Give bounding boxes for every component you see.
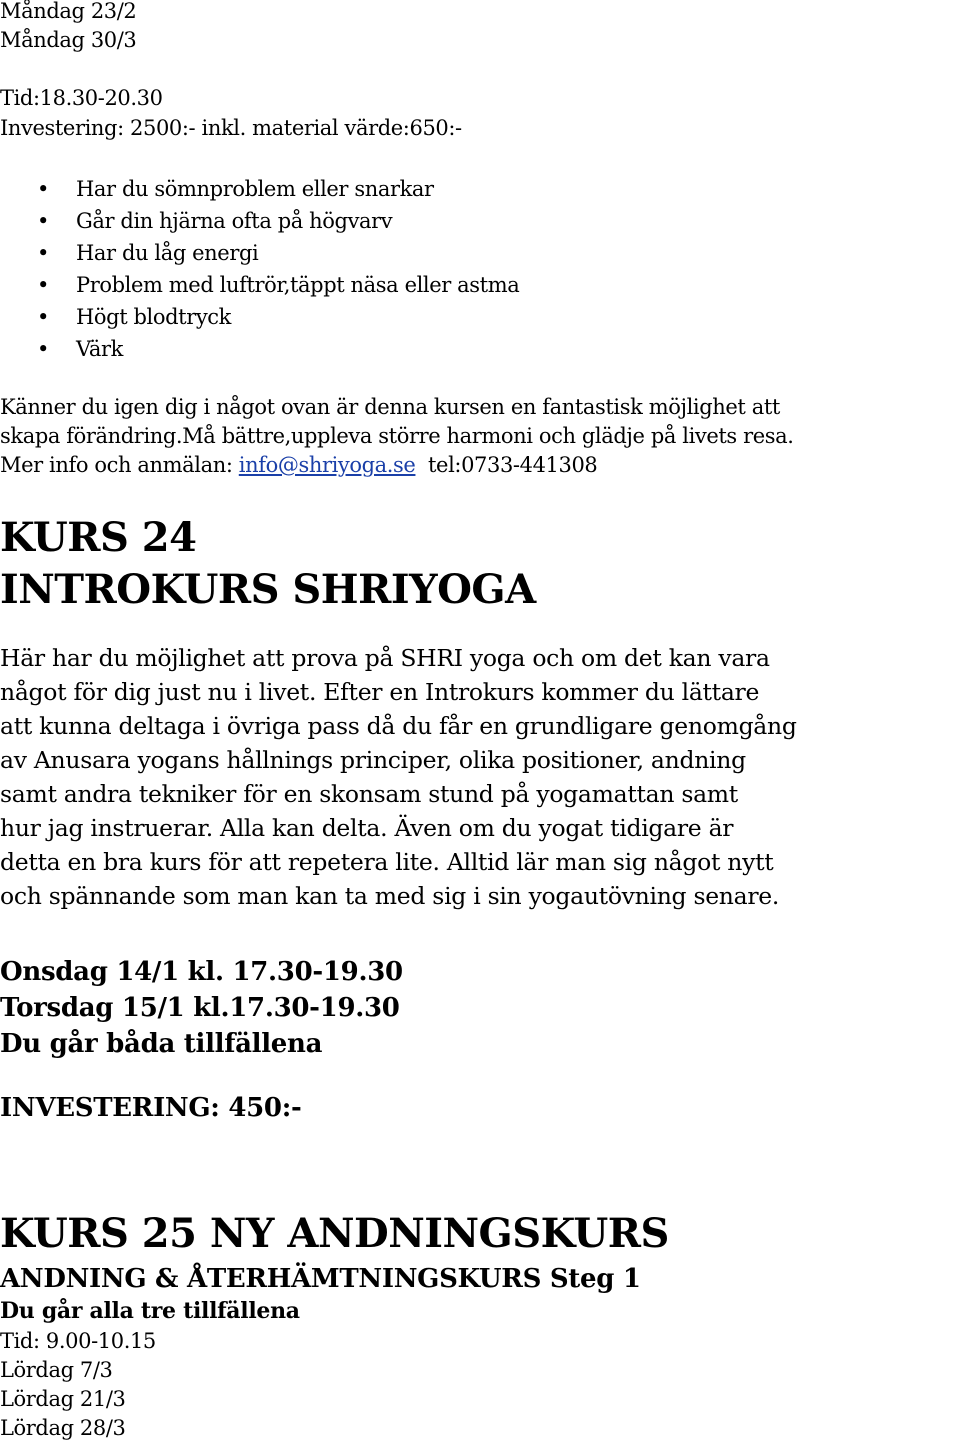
kurs24-body-line: att kunna deltaga i övriga pass då du får en grundligare genomgång	[0, 712, 797, 740]
kurs25-time: Tid: 9.00-10.15	[0, 1329, 156, 1353]
symptom-text: Problem med luftrör,täppt näsa eller astma	[76, 273, 520, 297]
kurs25-date-3: Lördag 28/3	[0, 1416, 126, 1440]
kurs24-body-line: av Anusara yogans hållnings principer, olika positioner, andning	[0, 746, 746, 774]
schedule-date-1: Måndag 23/2	[0, 0, 137, 23]
email-link[interactable]: info@shriyoga.se	[238, 453, 416, 477]
schedule-date-2: Måndag 30/3	[0, 28, 137, 52]
list-item	[0, 333, 519, 365]
bullet-icon: •	[37, 337, 49, 361]
symptom-text: Går din hjärna ofta på högvarv	[76, 209, 393, 233]
kurs25-date-1: Lördag 7/3	[0, 1358, 113, 1382]
kurs24-body-line: detta en bra kurs för att repetera lite. Alltid lär man sig något nytt	[0, 848, 774, 876]
kurs24-body-line: samt andra tekniker för en skonsam stund på yogamattan samt	[0, 780, 738, 808]
kurs24-body-line: något för dig just nu i livet. Efter en Introkurs kommer du lättare	[0, 678, 760, 706]
bullet-icon: •	[37, 241, 49, 265]
contact-prefix: Mer info och anmälan:	[0, 453, 239, 477]
kurs25-subtitle: ANDNING & ÅTERHÄMTNINGSKURS Steg 1	[0, 1264, 641, 1294]
symptom-text: Värk	[76, 337, 123, 361]
kurs24-date-1: Onsdag 14/1 kl. 17.30-19.30	[0, 957, 403, 987]
kurs24-title: INTROKURS SHRIYOGA	[0, 566, 536, 613]
phone-number: tel:0733-441308	[428, 453, 598, 477]
list-item	[0, 269, 519, 301]
kurs24-body-line: Här har du möjlighet att prova på SHRI yoga och om det kan vara	[0, 644, 770, 672]
bullet-icon: •	[37, 273, 49, 297]
symptom-text: Har du sömnproblem eller snarkar	[76, 177, 434, 201]
kurs24-body-line: och spännande som man kan ta med sig i sin yogautövning senare.	[0, 882, 780, 910]
intro-line-1: Känner du igen dig i något ovan är denna kursen en fantastisk möjlighet att	[0, 395, 780, 419]
kurs25-date-2: Lördag 21/3	[0, 1387, 126, 1411]
kurs24-number: KURS 24	[0, 514, 197, 561]
symptom-list	[0, 173, 519, 365]
bullet-icon: •	[37, 177, 49, 201]
kurs25-note: Du går alla tre tillfällena	[0, 1298, 300, 1324]
contact-line	[0, 451, 597, 480]
kurs24-note: Du går båda tillfällena	[0, 1029, 323, 1059]
list-item	[0, 173, 519, 205]
kurs24-body-line: hur jag instruerar. Alla kan delta. Även om du yogat tidigare är	[0, 814, 734, 842]
bullet-icon: •	[37, 305, 49, 329]
list-item	[0, 301, 519, 333]
bullet-icon: •	[37, 209, 49, 233]
list-item	[0, 237, 519, 269]
schedule-investment: Investering: 2500:- inkl. material värde:650:-	[0, 116, 462, 140]
schedule-time: Tid:18.30-20.30	[0, 86, 163, 110]
symptom-text: Har du låg energi	[76, 241, 259, 265]
list-item	[0, 205, 519, 237]
kurs25-heading: KURS 25 NY ANDNINGSKURS	[0, 1210, 669, 1257]
kurs24-investment: INVESTERING: 450:-	[0, 1093, 302, 1123]
symptom-text: Högt blodtryck	[76, 305, 231, 329]
kurs24-date-2: Torsdag 15/1 kl.17.30-19.30	[0, 993, 400, 1023]
intro-line-2: skapa förändring.Må bättre,uppleva större harmoni och glädje på livets resa.	[0, 424, 794, 448]
